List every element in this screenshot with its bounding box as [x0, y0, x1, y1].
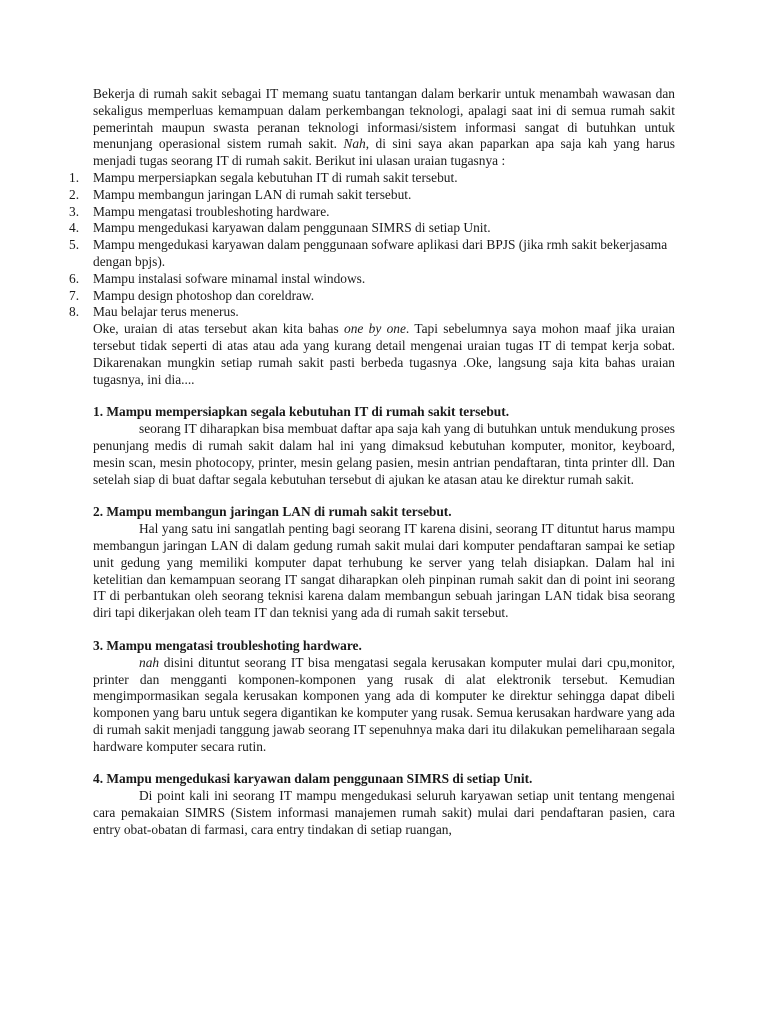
list-item: [69, 287, 675, 305]
intro-paragraph: [93, 86, 675, 170]
list-number: 4.: [69, 220, 80, 236]
list-number: 5.: [69, 237, 80, 253]
section-4-heading: 4. Mampu mengedukasi karyawan dalam penggunaan SIMRS di setiap Unit.: [93, 771, 533, 787]
list-number: 8.: [69, 304, 80, 320]
document-body: [69, 86, 675, 839]
list-text: Mampu instalasi sofware minamal instal windows.: [93, 270, 366, 286]
section-3-text: disini dituntut seorang IT bisa mengatasi segala kerusakan komputer mulai dari cpu,monitor, printer dan mengganti komponen-komponen yang rusak di alat elektronik tersebut. Kemudian mengimpormasikan segala kerusakan komponen yang ada di komputer ke direktur sehingga dapat dibeli komponen yang baru untuk segera digantikan ke komputer yang rusak. Semua kerusakan hardware yang ada di rumah sakit menjadi tanggung jawab seorang IT sepenuhnya maka dari itu dilakukan pemeliharaan segala hardware komputer secara rutin.: [93, 654, 675, 754]
list-item: [69, 203, 675, 221]
intro-italic: Nah: [343, 136, 366, 152]
section-2-heading: 2. Mampu membangun jaringan LAN di rumah sakit tersebut.: [93, 504, 452, 520]
section-2-body: Hal yang satu ini sangatlah penting bagi seorang IT karena disini, seorang IT dituntut harus mampu membangun jaringan LAN di dalam gedung rumah sakit mulai dari komputer pendaftaran sampai ke setiap unit gedung yang memiliki komputer dapat terhubung ke server yang telah disiapkan. Dalam hal ini ketelitian dan kemampuan seorang IT sangat diharapkan oleh pinpinan rumah sakit dan di point ini seorang IT di perbantukan oleh seorang teknisi karena dalam membangun sebuah jaringan LAN tidak bisa seorang diri tapi dikerjakan oleh team IT dan teknisi yang ada di rumah sakit tersebut.: [93, 521, 675, 621]
section-3-body: [93, 655, 675, 756]
section-3-heading: 3. Mampu mengatasi troubleshoting hardware.: [93, 637, 362, 653]
list-item: [69, 304, 675, 321]
intro-text-end: , di sini saya akan paparkan apa saja kah yang harus menjadi tugas seorang IT di rumah sakit. Berikut ini ulasan uraian tugasnya :: [93, 136, 675, 169]
list-text: Mampu design photoshop dan coreldraw.: [93, 287, 315, 303]
list-text: Mampu mengedukasi karyawan dalam penggunaan SIMRS di setiap Unit.: [93, 220, 491, 236]
list-text: Mampu mengatasi troubleshoting hardware.: [93, 203, 330, 219]
task-list: [69, 169, 675, 321]
after-list-text: Oke, uraian di atas tersebut akan kita bahas: [93, 321, 344, 337]
list-item: [69, 186, 675, 204]
section-1-body: seorang IT diharapkan bisa membuat daftar apa saja kah yang di butuhkan untuk mendukung proses penunjang medis di rumah sakit dalam hal ini yang dimaksud kebutuhan komputer, monitor, keyboard, mesin scan, mesin photocopy, printer, mesin gelang pasien, mesin antrian pendaftaran, tinta printer dll. Dan setelah siap di buat daftar segala kebutuhan tersebut di ajukan ke atasan atau ke direktur rumah sakit.: [93, 421, 675, 487]
list-number: 6.: [69, 270, 80, 286]
intro-text: Bekerja di rumah sakit sebagai IT memang suatu tantangan dalam berkarir untuk menambah wawasan dan sekaligus memperluas kemampuan dalam perkembangan teknologi, apalagi saat ini di semua rumah sakit pemerintah maupun swasta peranan teknologi informasi/sistem informasi sangat di butuhkan untuk menunjang operasional sistem rumah sakit.: [93, 86, 675, 152]
list-number: 3.: [69, 203, 80, 219]
section-1-heading: 1. Mampu mempersiapkan segala kebutuhan IT di rumah sakit tersebut.: [93, 404, 510, 420]
after-list-paragraph: [93, 321, 675, 388]
list-text: Mampu merpersiapkan segala kebutuhan IT di rumah sakit tersebut.: [93, 169, 458, 185]
section-3-italic: nah: [139, 654, 160, 670]
list-number: 2.: [69, 186, 80, 202]
after-list-text-end: . Tapi sebelumnya saya mohon maaf jika uraian tersebut tidak seperti di atas atau ada yang kurang detail mengenai uraian tugas IT di tempat kerja sobat. Dikarenakan mungkin setiap rumah sakit pasti berbeda tugasnya .Oke, langsung saja kita bahas uraian tugasnya, ini dia....: [93, 321, 675, 387]
section-4-body: Di point kali ini seorang IT mampu mengedukasi seluruh karyawan setiap unit tentang mengenai cara pemakaian SIMRS (Sistem informasi manajemen rumah sakit) mulai dari pendaftaran pasien, cara entry obat-obatan di farmasi, cara entry tindakan di setiap ruangan,: [93, 788, 675, 837]
after-list-italic: one by one: [344, 321, 406, 337]
list-text: Mampu membangun jaringan LAN di rumah sakit tersebut.: [93, 186, 412, 202]
list-number: 1.: [69, 169, 80, 185]
list-item: [69, 237, 675, 271]
list-text: Mau belajar terus menerus.: [93, 304, 239, 320]
list-text: Mampu mengedukasi karyawan dalam penggunaan sofware aplikasi dari BPJS (jika rmh sakit bekerjasama dengan bpjs).: [93, 237, 668, 269]
list-number: 7.: [69, 287, 80, 303]
list-item: [69, 220, 675, 237]
list-item: [69, 169, 675, 187]
list-item: [69, 270, 675, 288]
